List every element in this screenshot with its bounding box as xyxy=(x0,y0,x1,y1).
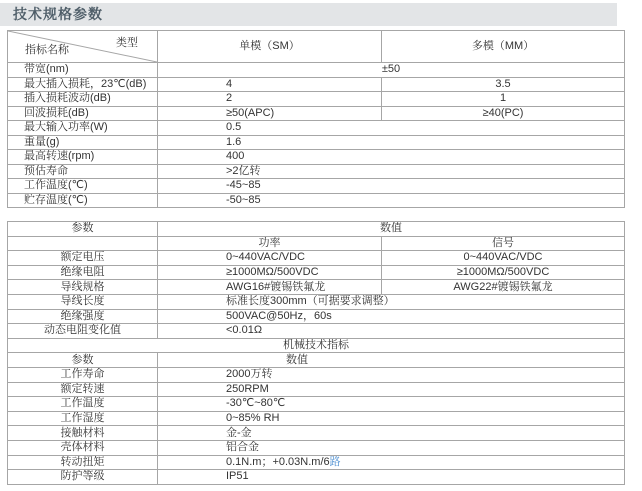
value-header: 数值 xyxy=(158,222,625,237)
section-title: 机械技术指标 xyxy=(8,338,625,353)
power-header: 功率 xyxy=(158,236,382,251)
row-label: 壳体材料 xyxy=(8,440,158,455)
table-header-row xyxy=(8,222,625,237)
table-row xyxy=(8,63,625,78)
table-header-row xyxy=(8,353,625,368)
row-value-mm: 1 xyxy=(382,92,625,107)
row-value: 2000万转 xyxy=(158,367,625,382)
row-label: 插入损耗波动(dB) xyxy=(8,92,158,107)
table-row xyxy=(8,77,625,92)
row-value xyxy=(158,455,625,470)
table-row xyxy=(8,470,625,485)
row-label: 最高转速(rpm) xyxy=(8,150,158,165)
table-row xyxy=(8,106,625,121)
table-row xyxy=(8,251,625,266)
row-value-signal: ≥1000MΩ/500VDC xyxy=(382,265,625,280)
row-value-power: ≥1000MΩ/500VDC xyxy=(158,265,382,280)
row-value-signal: 0~440VAC/VDC xyxy=(382,251,625,266)
row-value: -45~85 xyxy=(158,179,625,194)
row-value: 250RPM xyxy=(158,382,625,397)
corner-name-label: 指标名称 xyxy=(25,44,69,56)
table-row xyxy=(8,294,625,309)
table-row xyxy=(8,135,625,150)
row-value-signal: AWG22#镀锡铁氟龙 xyxy=(382,280,625,295)
row-value: >2亿转 xyxy=(158,164,625,179)
column-header-mm: 多模（MM） xyxy=(382,31,625,63)
value-header: 数值 xyxy=(158,353,625,368)
row-value: 0.5 xyxy=(158,121,625,136)
torque-value-suffix: 路 xyxy=(329,455,341,468)
row-value-power: AWG16#镀锡铁氟龙 xyxy=(158,280,382,295)
row-label: 工作温度(℃) xyxy=(8,179,158,194)
table-row xyxy=(8,179,625,194)
table-row xyxy=(8,92,625,107)
row-label: 预估寿命 xyxy=(8,164,158,179)
diagonal-corner-cell xyxy=(8,31,158,63)
table-row xyxy=(8,324,625,339)
section-title-bar xyxy=(0,3,617,26)
row-value: -30℃~80℃ xyxy=(158,397,625,412)
table-row xyxy=(8,164,625,179)
row-label: 工作湿度 xyxy=(8,411,158,426)
table-row xyxy=(8,150,625,165)
row-value: 1.6 xyxy=(158,135,625,150)
table-row xyxy=(8,193,625,208)
row-value-sm: 4 xyxy=(158,77,382,92)
row-value-mm: 3.5 xyxy=(382,77,625,92)
table-row xyxy=(8,309,625,324)
row-label: 转动扭矩 xyxy=(8,455,158,470)
row-label: 最大插入损耗，23℃(dB) xyxy=(8,77,158,92)
signal-header: 信号 xyxy=(382,236,625,251)
table-row xyxy=(8,382,625,397)
row-value: IP51 xyxy=(158,470,625,485)
section-title-row xyxy=(8,338,625,353)
row-label: 绝缘强度 xyxy=(8,309,158,324)
table-row xyxy=(8,265,625,280)
row-value: 金-金 xyxy=(158,426,625,441)
row-label: 回波损耗(dB) xyxy=(8,106,158,121)
row-value-mm: ≥40(PC) xyxy=(382,106,625,121)
row-label: 防护等级 xyxy=(8,470,158,485)
corner-type-label: 类型 xyxy=(116,37,138,49)
row-value: 400 xyxy=(158,150,625,165)
table-row xyxy=(8,280,625,295)
table-row xyxy=(8,121,625,136)
row-label: 工作温度 xyxy=(8,397,158,412)
row-label: 动态电阻变化值 xyxy=(8,324,158,339)
row-label: 带宽(nm) xyxy=(8,63,158,78)
row-value: <0.01Ω xyxy=(158,324,625,339)
row-label: 导线规格 xyxy=(8,280,158,295)
row-value: -50~85 xyxy=(158,193,625,208)
row-value: 0~85% RH xyxy=(158,411,625,426)
column-header-sm: 单模（SM） xyxy=(158,31,382,63)
row-label: 导线长度 xyxy=(8,294,158,309)
table-row xyxy=(8,440,625,455)
torque-value: 0.1N.m；+0.03N.m/6 xyxy=(226,455,330,468)
electrical-mechanical-spec-table xyxy=(7,221,625,485)
table-row xyxy=(8,455,625,470)
row-label: 额定转速 xyxy=(8,382,158,397)
row-label: 最大输入功率(W) xyxy=(8,121,158,136)
row-value-sm: ≥50(APC) xyxy=(158,106,382,121)
row-value: 标准长度300mm（可据要求调整） xyxy=(158,294,625,309)
row-value-power: 0~440VAC/VDC xyxy=(158,251,382,266)
table-row xyxy=(8,426,625,441)
empty-cell xyxy=(8,236,158,251)
table-row xyxy=(8,411,625,426)
row-value-sm: 2 xyxy=(158,92,382,107)
row-label: 重量(g) xyxy=(8,135,158,150)
param-header: 参数 xyxy=(8,353,158,368)
table-subheader-row xyxy=(8,236,625,251)
table-header-row xyxy=(8,31,625,63)
row-label: 额定电压 xyxy=(8,251,158,266)
row-label: 绝缘电阻 xyxy=(8,265,158,280)
row-label: 贮存温度(℃) xyxy=(8,193,158,208)
optical-spec-table xyxy=(7,30,625,208)
page-title: 技术规格参数 xyxy=(13,6,103,22)
row-value: ±50 xyxy=(158,63,625,78)
row-label: 工作寿命 xyxy=(8,367,158,382)
row-label: 接触材料 xyxy=(8,426,158,441)
row-value: 铝合金 xyxy=(158,440,625,455)
row-value: 500VAC@50Hz，60s xyxy=(158,309,625,324)
param-header: 参数 xyxy=(8,222,158,237)
table-row xyxy=(8,367,625,382)
table-row xyxy=(8,397,625,412)
